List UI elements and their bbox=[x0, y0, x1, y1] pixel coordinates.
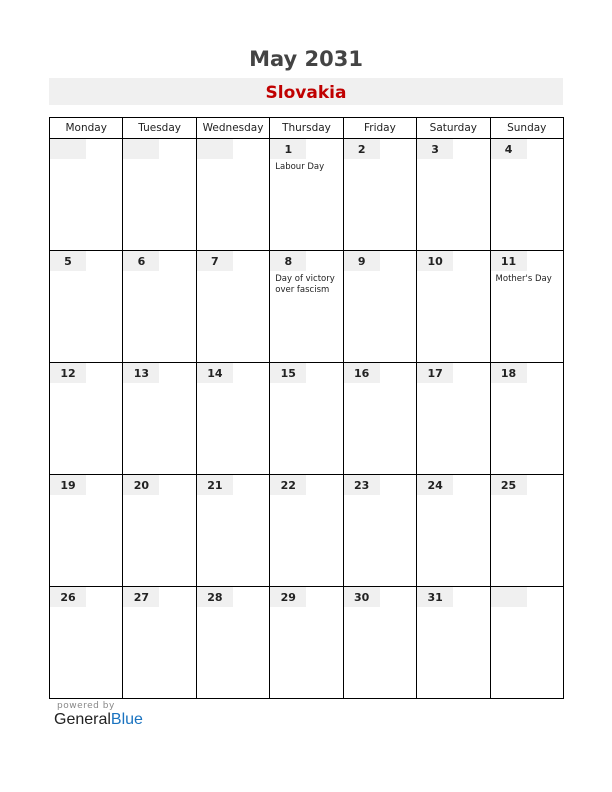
holiday-label: Mother's Day bbox=[495, 274, 552, 284]
day-cell[interactable] bbox=[417, 251, 490, 363]
day-number bbox=[197, 139, 233, 159]
day-cell[interactable] bbox=[343, 587, 416, 699]
day-number: 26 bbox=[50, 587, 86, 607]
day-cell[interactable] bbox=[270, 251, 343, 363]
logo-general: General bbox=[54, 711, 111, 728]
day-number: 11 bbox=[491, 251, 527, 271]
week-row bbox=[50, 251, 564, 363]
weekday-header: Monday bbox=[50, 118, 123, 139]
country-banner bbox=[49, 78, 563, 105]
day-cell[interactable] bbox=[270, 587, 343, 699]
calendar-grid bbox=[49, 117, 564, 699]
day-number: 3 bbox=[417, 139, 453, 159]
day-cell[interactable] bbox=[490, 475, 563, 587]
day-cell[interactable] bbox=[343, 475, 416, 587]
day-cell[interactable] bbox=[196, 363, 269, 475]
day-number: 18 bbox=[491, 363, 527, 383]
day-cell[interactable] bbox=[123, 251, 196, 363]
week-row bbox=[50, 475, 564, 587]
day-cell[interactable] bbox=[343, 139, 416, 251]
weekday-header: Thursday bbox=[270, 118, 343, 139]
day-number: 16 bbox=[344, 363, 380, 383]
day-cell[interactable] bbox=[490, 139, 563, 251]
day-number: 17 bbox=[417, 363, 453, 383]
day-number: 7 bbox=[197, 251, 233, 271]
week-row bbox=[50, 587, 564, 699]
weekday-header: Wednesday bbox=[196, 118, 269, 139]
day-cell[interactable] bbox=[417, 587, 490, 699]
holiday-label: Labour Day bbox=[275, 162, 325, 172]
weekday-header: Tuesday bbox=[123, 118, 196, 139]
day-cell[interactable] bbox=[50, 139, 123, 251]
day-number: 15 bbox=[270, 363, 306, 383]
day-number: 31 bbox=[417, 587, 453, 607]
day-cell[interactable] bbox=[270, 475, 343, 587]
day-cell[interactable] bbox=[490, 363, 563, 475]
day-cell[interactable] bbox=[50, 363, 123, 475]
day-cell[interactable] bbox=[270, 139, 343, 251]
day-cell[interactable] bbox=[270, 363, 343, 475]
day-number: 10 bbox=[417, 251, 453, 271]
weekday-header: Friday bbox=[343, 118, 416, 139]
day-cell[interactable] bbox=[196, 139, 269, 251]
day-cell[interactable] bbox=[343, 363, 416, 475]
weekday-header: Saturday bbox=[417, 118, 490, 139]
day-cell[interactable] bbox=[343, 251, 416, 363]
week-row bbox=[50, 363, 564, 475]
day-number: 29 bbox=[270, 587, 306, 607]
day-cell[interactable] bbox=[417, 363, 490, 475]
weekday-header-row bbox=[50, 118, 564, 139]
day-cell[interactable] bbox=[123, 587, 196, 699]
day-cell[interactable] bbox=[490, 251, 563, 363]
powered-by-label: powered by bbox=[57, 701, 115, 711]
day-cell[interactable] bbox=[417, 475, 490, 587]
day-cell[interactable] bbox=[196, 475, 269, 587]
day-cell[interactable] bbox=[50, 475, 123, 587]
day-number: 5 bbox=[50, 251, 86, 271]
day-number: 9 bbox=[344, 251, 380, 271]
day-number: 27 bbox=[123, 587, 159, 607]
day-cell[interactable] bbox=[417, 139, 490, 251]
day-number bbox=[491, 587, 527, 607]
day-number: 22 bbox=[270, 475, 306, 495]
day-cell[interactable] bbox=[123, 363, 196, 475]
generalblue-logo[interactable] bbox=[54, 711, 143, 729]
day-number: 6 bbox=[123, 251, 159, 271]
country-name: Slovakia bbox=[265, 83, 347, 103]
holiday-label: Day of victory over fascism bbox=[275, 274, 335, 295]
day-number: 24 bbox=[417, 475, 453, 495]
day-number: 2 bbox=[344, 139, 380, 159]
page-title: May 2031 bbox=[249, 47, 363, 71]
day-cell[interactable] bbox=[50, 587, 123, 699]
day-number: 21 bbox=[197, 475, 233, 495]
day-number: 23 bbox=[344, 475, 380, 495]
day-number: 8 bbox=[270, 251, 306, 271]
day-number: 20 bbox=[123, 475, 159, 495]
day-number: 4 bbox=[491, 139, 527, 159]
day-number: 19 bbox=[50, 475, 86, 495]
day-number: 25 bbox=[491, 475, 527, 495]
day-number: 14 bbox=[197, 363, 233, 383]
week-row bbox=[50, 139, 564, 251]
day-number: 13 bbox=[123, 363, 159, 383]
day-cell[interactable] bbox=[123, 139, 196, 251]
day-cell[interactable] bbox=[196, 251, 269, 363]
weekday-header: Sunday bbox=[490, 118, 563, 139]
day-number bbox=[123, 139, 159, 159]
day-cell[interactable] bbox=[196, 587, 269, 699]
day-number: 28 bbox=[197, 587, 233, 607]
day-number: 30 bbox=[344, 587, 380, 607]
day-number bbox=[50, 139, 86, 159]
day-number: 1 bbox=[270, 139, 306, 159]
day-number: 12 bbox=[50, 363, 86, 383]
day-cell[interactable] bbox=[123, 475, 196, 587]
day-cell[interactable] bbox=[490, 587, 563, 699]
logo-blue: Blue bbox=[110, 711, 143, 728]
day-cell[interactable] bbox=[50, 251, 123, 363]
